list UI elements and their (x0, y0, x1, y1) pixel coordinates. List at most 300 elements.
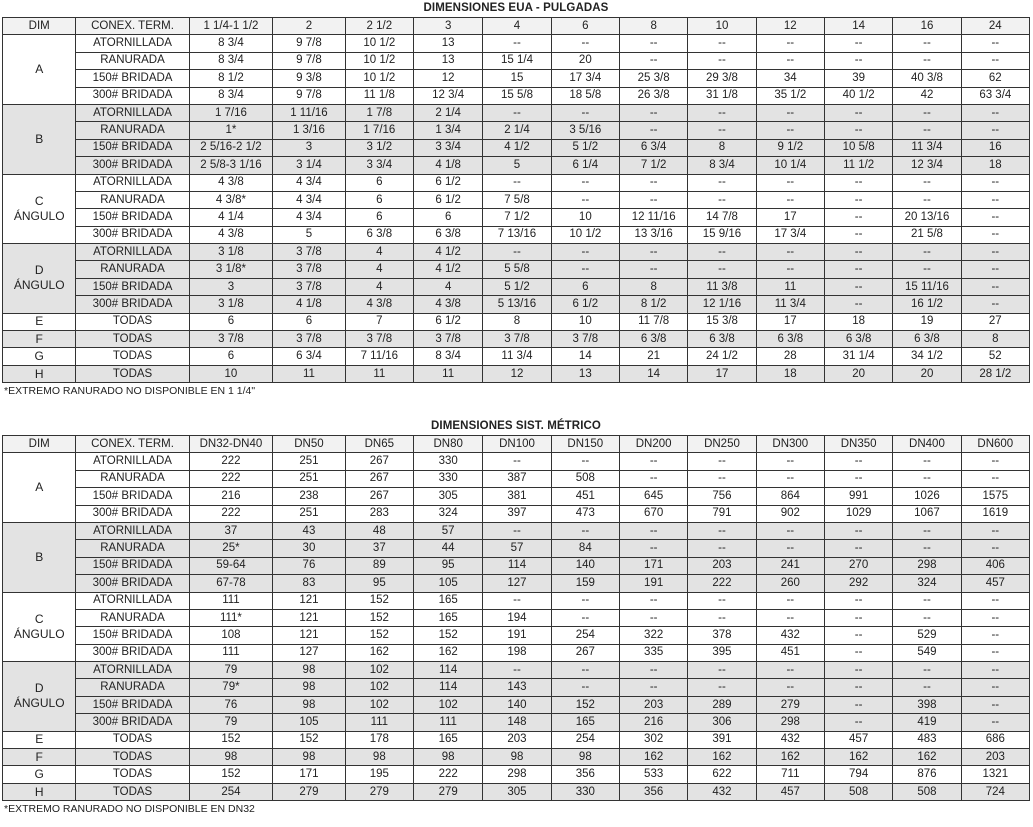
dim-label-line: C (34, 193, 44, 208)
dimension-value: 3 3/4 (413, 139, 482, 156)
dimension-value: 11 7/8 (619, 313, 687, 330)
dimension-value: 254 (189, 783, 273, 800)
dimension-value: 6 3/8 (756, 331, 824, 348)
footnote: *EXTREMO RANURADO NO DISPONIBLE EN 1 1/4" (4, 385, 256, 398)
dimension-value: -- (619, 609, 687, 626)
dimension-value: -- (483, 244, 551, 261)
dim-label (3, 662, 76, 732)
dimension-value: 4 3/8 (413, 296, 482, 313)
table-row (3, 313, 1030, 330)
header-connection: CONEX. TERM. (76, 18, 189, 35)
dimension-value: 8 3/4 (189, 52, 273, 69)
dimension-value: 3 3/4 (345, 157, 413, 174)
dimension-value: -- (961, 540, 1029, 557)
connection-type: 150# BRIDADA (76, 696, 189, 713)
dimension-value: 15 1/4 (483, 52, 551, 69)
dimension-value: 25* (189, 540, 273, 557)
dimension-value: 121 (273, 609, 345, 626)
dimension-value: -- (824, 209, 892, 226)
dim-label (3, 348, 76, 365)
header-size: 10 (688, 18, 756, 35)
dimension-value: 330 (413, 453, 482, 470)
dimension-value: 34 (756, 70, 824, 87)
connection-type: TODAS (76, 348, 189, 365)
dimension-value: 8 (961, 331, 1029, 348)
table-title: DIMENSIONES SIST. MÉTRICO (431, 420, 601, 432)
dim-label (3, 104, 76, 174)
dimension-value: -- (756, 592, 824, 609)
dimension-value: -- (688, 609, 756, 626)
dimension-value: 108 (189, 627, 273, 644)
dimension-value: 95 (345, 575, 413, 592)
header-size: DN150 (551, 436, 619, 453)
header-size: DN100 (483, 436, 551, 453)
dimension-value: 114 (483, 557, 551, 574)
dim-label-line: A (35, 480, 44, 495)
dimension-value: 29 3/8 (688, 70, 756, 87)
dimension-value: 152 (345, 592, 413, 609)
header-size: 8 (619, 18, 687, 35)
dimension-value: 59-64 (189, 557, 273, 574)
dimension-value: -- (688, 453, 756, 470)
dimension-value: 7 1/2 (483, 209, 551, 226)
dimension-value: 222 (189, 505, 273, 522)
dimension-value: -- (961, 174, 1029, 191)
dimension-value: 1 7/16 (345, 122, 413, 139)
dimension-value: 79 (189, 714, 273, 731)
dimension-value: -- (824, 296, 892, 313)
table-row (3, 470, 1030, 487)
dimension-value: 457 (961, 575, 1029, 592)
dimension-value: -- (619, 470, 687, 487)
dimension-value: -- (824, 104, 892, 121)
dimension-value: 121 (273, 592, 345, 609)
dimension-value: 37 (189, 522, 273, 539)
header-size: DN32-DN40 (189, 436, 273, 453)
dim-label (3, 35, 76, 105)
dimension-value: 10 1/2 (551, 226, 619, 243)
dimension-value: 324 (893, 575, 961, 592)
dimension-value: -- (619, 261, 687, 278)
dimension-value: 3 7/8 (273, 278, 345, 295)
dim-label-line: G (34, 767, 44, 782)
dimension-value: 1321 (961, 766, 1029, 783)
connection-type: ATORNILLADA (76, 662, 189, 679)
dimension-value: 102 (413, 696, 482, 713)
dimension-value: 15 (483, 70, 551, 87)
dimension-value: 432 (688, 783, 756, 800)
header-dim: DIM (3, 18, 76, 35)
dimension-value: -- (756, 662, 824, 679)
dimension-value: 17 (756, 313, 824, 330)
table-row (3, 139, 1030, 156)
dim-label (3, 174, 76, 244)
dimension-value: 6 (345, 209, 413, 226)
dimension-value: 5 1/2 (483, 278, 551, 295)
dimension-value: 8 1/2 (189, 70, 273, 87)
dimension-value: -- (619, 522, 687, 539)
table-row (3, 226, 1030, 243)
dimension-value: 794 (824, 766, 892, 783)
dimension-value: 306 (688, 714, 756, 731)
dimension-value: 14 7/8 (688, 209, 756, 226)
dimension-value: 171 (619, 557, 687, 574)
dimension-value: 14 (619, 365, 687, 382)
dimension-value: 4 (345, 278, 413, 295)
dimension-value: 102 (345, 679, 413, 696)
dimension-value: 902 (756, 505, 824, 522)
connection-type: TODAS (76, 365, 189, 382)
dimension-value: 28 (756, 348, 824, 365)
dimension-value: 102 (345, 696, 413, 713)
dimension-value: -- (961, 244, 1029, 261)
dim-label-line: ÁNGULO (13, 696, 65, 711)
dim-label (3, 331, 76, 348)
dimension-value: -- (824, 540, 892, 557)
dimension-value: 111* (189, 609, 273, 626)
dimension-value: 6 1/4 (551, 157, 619, 174)
connection-type: 300# BRIDADA (76, 714, 189, 731)
dimension-value: 140 (551, 557, 619, 574)
dimension-value: 260 (756, 575, 824, 592)
table-row (3, 488, 1030, 505)
connection-type: 300# BRIDADA (76, 505, 189, 522)
dimension-value: 724 (961, 783, 1029, 800)
dimension-value: 121 (273, 627, 345, 644)
dimension-value: -- (756, 679, 824, 696)
dimension-value: 98 (189, 749, 273, 766)
metric-dimensions-table (2, 435, 1030, 801)
dimension-value: -- (756, 104, 824, 121)
dimension-value: 35 1/2 (756, 87, 824, 104)
dimension-value: 152 (551, 696, 619, 713)
dimension-value: 7 5/8 (483, 191, 551, 208)
dimension-value: 457 (756, 783, 824, 800)
connection-type: RANURADA (76, 261, 189, 278)
dimension-value: -- (619, 540, 687, 557)
dimension-value: 289 (688, 696, 756, 713)
dimension-value: 4 1/2 (413, 261, 482, 278)
dimension-value: 533 (619, 766, 687, 783)
dimension-value: 4 3/8 (189, 174, 273, 191)
dimension-value: 95 (413, 557, 482, 574)
table-row (3, 453, 1030, 470)
dimension-value: 17 (688, 365, 756, 382)
dimension-value: -- (688, 679, 756, 696)
dimension-value: -- (688, 522, 756, 539)
dimension-value: -- (483, 35, 551, 52)
dim-label-line: D (34, 681, 44, 696)
dimension-value: 165 (413, 592, 482, 609)
table-row (3, 122, 1030, 139)
dimension-value: 1575 (961, 488, 1029, 505)
dimension-value: 11 3/4 (756, 296, 824, 313)
header-size: DN600 (961, 436, 1029, 453)
dimension-value: 203 (961, 749, 1029, 766)
dimension-value: 1* (189, 122, 273, 139)
connection-type: TODAS (76, 783, 189, 800)
dimension-value: -- (961, 261, 1029, 278)
connection-type: ATORNILLADA (76, 104, 189, 121)
dimension-value: -- (824, 609, 892, 626)
dimension-value: 9 7/8 (273, 52, 345, 69)
dimension-value: 686 (961, 731, 1029, 748)
dimension-value: 4 3/8 (189, 226, 273, 243)
dimension-value: 305 (483, 783, 551, 800)
dimension-value: 98 (413, 749, 482, 766)
dimension-value: 8 (688, 139, 756, 156)
dimension-value: -- (756, 191, 824, 208)
dim-label (3, 783, 76, 800)
dim-label-line: B (35, 549, 44, 564)
dimension-value: 152 (345, 627, 413, 644)
dimension-value: 4 1/2 (483, 139, 551, 156)
dimension-value: 9 1/2 (756, 139, 824, 156)
dimension-value: 3 1/8 (189, 244, 273, 261)
dimension-value: 67-78 (189, 575, 273, 592)
dimension-value: 195 (345, 766, 413, 783)
dimension-value: 5 13/16 (483, 296, 551, 313)
dimension-value: 191 (619, 575, 687, 592)
dimension-value: 12 3/4 (413, 87, 482, 104)
dimension-value: -- (756, 244, 824, 261)
dimension-value: 6 1/2 (551, 296, 619, 313)
dimension-value: -- (824, 35, 892, 52)
table-row (3, 783, 1030, 800)
dimension-value: 670 (619, 505, 687, 522)
dimension-value: 4 3/4 (273, 191, 345, 208)
dimension-value: 37 (345, 540, 413, 557)
dimension-value: -- (551, 662, 619, 679)
dimension-value: -- (619, 679, 687, 696)
dimension-value: -- (893, 244, 961, 261)
connection-type: ATORNILLADA (76, 174, 189, 191)
dimension-value: 20 13/16 (893, 209, 961, 226)
dim-label-line: G (34, 349, 44, 364)
dimension-value: -- (961, 714, 1029, 731)
dimension-value: 6 (273, 313, 345, 330)
connection-type: 150# BRIDADA (76, 278, 189, 295)
dimension-value: 31 1/4 (824, 348, 892, 365)
dimension-value: 292 (824, 575, 892, 592)
dimension-value: 330 (413, 470, 482, 487)
dimension-value: 6 (345, 191, 413, 208)
dimension-value: 25 3/8 (619, 70, 687, 87)
dimension-value: -- (893, 174, 961, 191)
dimension-value: 991 (824, 488, 892, 505)
dimension-value: 31 1/8 (688, 87, 756, 104)
dimension-value: 3 1/2 (345, 139, 413, 156)
dimension-value: -- (688, 35, 756, 52)
dimension-value: 11 1/8 (345, 87, 413, 104)
table-row (3, 296, 1030, 313)
dimension-value: 165 (413, 731, 482, 748)
dimension-value: -- (893, 522, 961, 539)
dimension-value: 3 1/8* (189, 261, 273, 278)
dimension-value: 279 (345, 783, 413, 800)
dimension-value: 162 (893, 749, 961, 766)
dimension-value: 2 1/4 (483, 122, 551, 139)
connection-type: ATORNILLADA (76, 592, 189, 609)
dimension-value: 165 (551, 714, 619, 731)
dimension-value: 114 (413, 679, 482, 696)
dimension-value: 298 (483, 766, 551, 783)
dimension-value: 111 (413, 714, 482, 731)
dimension-value: -- (824, 174, 892, 191)
dimension-value: 89 (345, 557, 413, 574)
dimension-value: 622 (688, 766, 756, 783)
header-row (3, 18, 1030, 35)
dimension-value: -- (893, 540, 961, 557)
dimension-value: 391 (688, 731, 756, 748)
dimension-value: -- (483, 662, 551, 679)
dimension-value: -- (824, 627, 892, 644)
dimension-value: 2 1/4 (413, 104, 482, 121)
dimension-value: 356 (619, 783, 687, 800)
dimension-value: -- (824, 470, 892, 487)
dimension-value: -- (824, 453, 892, 470)
header-size: 14 (824, 18, 892, 35)
dimension-value: -- (756, 540, 824, 557)
dimension-value: 21 5/8 (893, 226, 961, 243)
dimension-value: -- (483, 453, 551, 470)
dimension-value: -- (824, 122, 892, 139)
dimension-value: 8 3/4 (189, 87, 273, 104)
dimension-value: -- (551, 522, 619, 539)
dimension-value: -- (893, 52, 961, 69)
dimension-value: 12 (413, 70, 482, 87)
dimension-value: -- (619, 122, 687, 139)
dimension-value: 98 (483, 749, 551, 766)
dimension-value: 76 (189, 696, 273, 713)
dimension-value: 270 (824, 557, 892, 574)
dimension-value: 1067 (893, 505, 961, 522)
dimension-value: -- (756, 52, 824, 69)
dimension-value: 6 (189, 348, 273, 365)
table-row (3, 540, 1030, 557)
dimension-value: -- (824, 261, 892, 278)
dimension-value: 251 (273, 470, 345, 487)
dimension-value: -- (688, 470, 756, 487)
dimension-value: -- (893, 35, 961, 52)
dimension-value: 864 (756, 488, 824, 505)
dim-label-line: E (35, 732, 44, 747)
dimension-value: 16 1/2 (893, 296, 961, 313)
dimension-value: 8 3/4 (189, 35, 273, 52)
header-size: 1 1/4-1 1/2 (189, 18, 273, 35)
header-size: 3 (413, 18, 482, 35)
dimension-value: -- (961, 35, 1029, 52)
us-dimensions-table (2, 17, 1030, 383)
dimension-value: 222 (189, 470, 273, 487)
dimension-value: -- (688, 52, 756, 69)
table-row (3, 557, 1030, 574)
dimension-value: -- (893, 191, 961, 208)
dimension-value: -- (961, 644, 1029, 661)
dimension-value: 6 3/8 (619, 331, 687, 348)
connection-type: TODAS (76, 313, 189, 330)
dimension-value: 10 (551, 209, 619, 226)
connection-type: 150# BRIDADA (76, 627, 189, 644)
table-row (3, 191, 1030, 208)
dimension-value: -- (961, 226, 1029, 243)
dimension-value: 111 (189, 592, 273, 609)
table-row (3, 35, 1030, 52)
dimension-value: 43 (273, 522, 345, 539)
dimension-value: -- (619, 244, 687, 261)
dimension-value: 57 (413, 522, 482, 539)
header-size: DN350 (824, 436, 892, 453)
dimension-value: -- (824, 714, 892, 731)
dimension-value: -- (756, 261, 824, 278)
dimension-value: -- (961, 453, 1029, 470)
dimension-value: 13 3/16 (619, 226, 687, 243)
dimension-value: 3 5/16 (551, 122, 619, 139)
connection-type: ATORNILLADA (76, 35, 189, 52)
dimension-value: 279 (273, 783, 345, 800)
dimension-value: -- (551, 592, 619, 609)
dimension-value: 406 (961, 557, 1029, 574)
dimension-value: -- (551, 191, 619, 208)
dimension-value: 194 (483, 609, 551, 626)
header-size: DN200 (619, 436, 687, 453)
table-row (3, 662, 1030, 679)
dimension-value: 4 3/8* (189, 191, 273, 208)
dimension-value: 152 (345, 609, 413, 626)
dimension-value: 203 (688, 557, 756, 574)
dimension-value: 508 (551, 470, 619, 487)
dimension-value: -- (961, 662, 1029, 679)
dimension-value: 8 3/4 (688, 157, 756, 174)
dimension-value: 13 (413, 35, 482, 52)
dimension-value: -- (619, 104, 687, 121)
dimension-value: 419 (893, 714, 961, 731)
header-size: 24 (961, 18, 1029, 35)
dimension-value: -- (619, 191, 687, 208)
dimension-value: 105 (413, 575, 482, 592)
header-size: 6 (551, 18, 619, 35)
connection-type: ATORNILLADA (76, 244, 189, 261)
dimension-value: 10 1/2 (345, 52, 413, 69)
dimension-value: -- (619, 592, 687, 609)
dimension-value: 18 (824, 313, 892, 330)
dimension-value: 98 (345, 749, 413, 766)
dimension-value: -- (893, 592, 961, 609)
connection-type: 150# BRIDADA (76, 557, 189, 574)
dimension-value: 238 (273, 488, 345, 505)
table-row (3, 505, 1030, 522)
dimension-value: 203 (483, 731, 551, 748)
header-size: DN300 (756, 436, 824, 453)
dimension-value: 6 1/2 (413, 174, 482, 191)
dim-label-line: H (34, 784, 44, 799)
dimension-value: 10 (189, 365, 273, 382)
dimension-value: 8 3/4 (413, 348, 482, 365)
dimension-value: 5 1/2 (551, 139, 619, 156)
connection-type: 150# BRIDADA (76, 70, 189, 87)
dimension-value: -- (961, 696, 1029, 713)
dimension-value: -- (824, 244, 892, 261)
dimension-value: 11 3/4 (483, 348, 551, 365)
dimension-value: 3 1/4 (273, 157, 345, 174)
header-size: 16 (893, 18, 961, 35)
connection-type: 150# BRIDADA (76, 209, 189, 226)
dimension-value: 283 (345, 505, 413, 522)
dimension-value: 11 3/4 (893, 139, 961, 156)
dimension-value: 3 7/8 (273, 331, 345, 348)
dimension-value: 4 3/4 (273, 174, 345, 191)
dimension-value: 1 3/16 (273, 122, 345, 139)
